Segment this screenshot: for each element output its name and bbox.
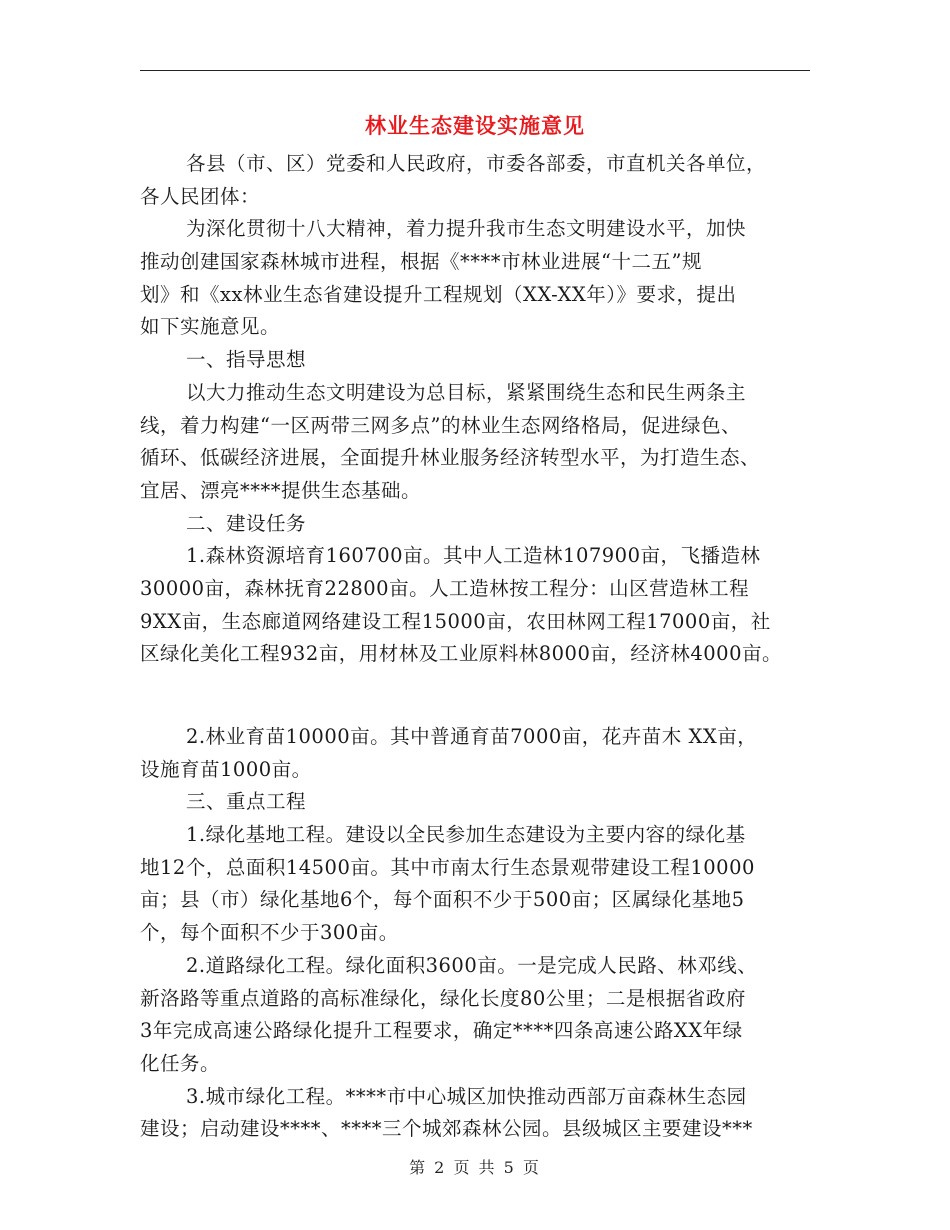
text-line: 各人民团体： [140, 184, 261, 208]
text-line: 宜居、漂亮****提供生态基础。 [140, 478, 422, 502]
text-line: 推动创建国家森林城市进程，根据《****市林业进展“十二五”规 [140, 250, 702, 274]
text-line: 以大力推动生态文明建设为总目标，紧紧围绕生态和民生两条主 [186, 380, 747, 404]
text-line: 二、建设任务 [186, 511, 307, 535]
text-line: 设施育苗1000亩。 [140, 757, 312, 781]
text-line: 建设；启动建设****、****三个城郊森林公园。县级城区主要建设*** [140, 1117, 753, 1141]
text-line: 地12个，总面积14500亩。其中市南太行生态景观带建设工程10000 [140, 855, 755, 879]
text-line: 1.森林资源培育160700亩。其中人工造林107900亩，飞播造林 [186, 544, 761, 568]
text-line: 1.绿化基地工程。建设以全民参加生态建设为主要内容的绿化基 [186, 823, 746, 847]
text-line: 2.林业育苗10000亩。其中普通育苗7000亩，花卉苗木 XX亩， [186, 725, 758, 748]
text-line: 化任务。 [140, 1051, 221, 1075]
document-title: 林业生态建设实施意见 [365, 114, 585, 138]
text-line: 个，每个面积不少于300亩。 [140, 921, 399, 945]
document-body [140, 148, 810, 1146]
text-line: 9XX亩，生态廊道网络建设工程15000亩，农田林网工程17000亩，社 [140, 609, 771, 633]
text-line: 如下实施意见。 [140, 315, 281, 339]
text-line: 3.城市绿化工程。****市中心城区加快推动西部万亩森林生态园 [186, 1084, 747, 1108]
text-line: 线，着力构建“一区两带三网多点”的林业生态网络格局，促进绿色、 [140, 413, 741, 437]
text-line: 为深化贯彻十八大精神，着力提升我市生态文明建设水平，加快 [186, 217, 747, 241]
text-line: 3年完成高速公路绿化提升工程要求，确定****四条高速公路XX年绿 [140, 1019, 743, 1043]
text-line: 新洛路等重点道路的高标准绿化，绿化长度80公里；二是根据省政府 [140, 986, 746, 1010]
paragraph-spacer [140, 671, 810, 721]
text-line: 30000亩，森林抚育22800亩。人工造林按工程分：山区营造林工程 [140, 576, 750, 600]
text-line: 各县（市、区）党委和人民政府，市委各部委，市直机关各单位， [186, 152, 767, 175]
text-line: 亩；县（市）绿化基地6个，每个面积不少于500亩；区属绿化基地5 [140, 888, 745, 912]
text-line: 区绿化美化工程932亩，用材林及工业原料林8000亩，经济林4000亩。 [140, 642, 782, 666]
text-line: 三、重点工程 [186, 790, 307, 814]
text-line: 划》和《xx林业生态省建设提升工程规划（XX-XX年）》要求，提出 [140, 282, 737, 306]
text-line: 2.道路绿化工程。绿化面积3600亩。一是完成人民路、林邓线、 [186, 953, 758, 977]
page-number: 第 2 页 共 5 页 [409, 1158, 541, 1177]
text-line: 一、指导思想 [186, 348, 307, 372]
header-rule [140, 70, 810, 71]
text-line: 循环、低碳经济进展，全面提升林业服务经济转型水平，为打造生态、 [140, 446, 761, 470]
